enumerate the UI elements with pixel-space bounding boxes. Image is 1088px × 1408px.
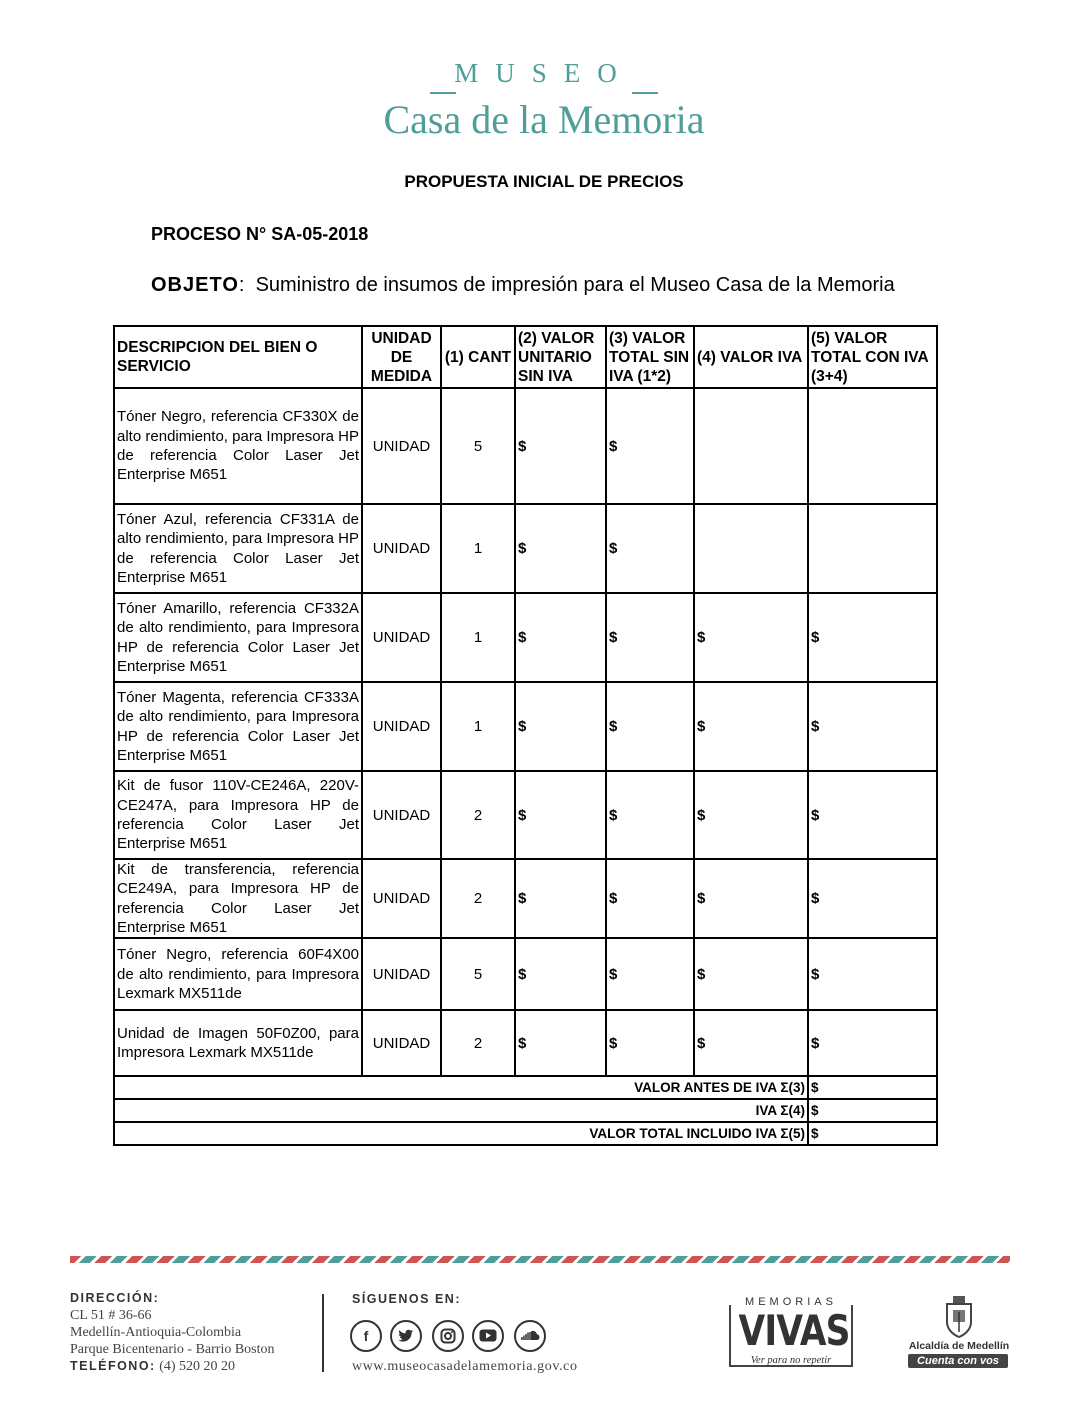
summary-label: VALOR TOTAL INCLUIDO IVA Σ(5) xyxy=(114,1122,808,1145)
price-table xyxy=(113,325,938,1146)
footer-divider xyxy=(322,1294,324,1372)
alcaldia-tagline: Cuenta con vos xyxy=(908,1354,1008,1368)
table-row xyxy=(114,682,937,771)
row-description: Tóner Amarillo, referencia CF332A de alto rendimiento, para Impresora HP de referencia Color Laser Jet Enterprise M651 xyxy=(114,593,362,682)
header-unit-price: (2) VALOR UNITARIO SIN IVA xyxy=(515,326,606,388)
row-iva: $ xyxy=(694,771,808,859)
row-unit: UNIDAD xyxy=(362,504,441,593)
website-url[interactable]: www.museocasadelamemoria.gov.co xyxy=(352,1359,578,1374)
summary-label: VALOR ANTES DE IVA Σ(3) xyxy=(114,1076,808,1099)
phone-number: (4) 520 20 20 xyxy=(159,1359,236,1374)
row-unit: UNIDAD xyxy=(362,1010,441,1076)
alcaldia-name: Alcaldía de Medellín xyxy=(908,1340,1010,1352)
summary-row-total xyxy=(114,1122,937,1145)
memorias-vivas-tagline: Ver para no repetir xyxy=(750,1355,832,1366)
row-total-with-iva xyxy=(808,504,937,593)
row-total-with-iva: $ xyxy=(808,859,937,938)
row-description: Tóner Negro, referencia 60F4X00 de alto rendimiento, para Impresora Lexmark MX511de xyxy=(114,938,362,1010)
address-line: CL 51 # 36-66 xyxy=(70,1308,152,1323)
row-description: Tóner Magenta, referencia CF333A de alto rendimiento, para Impresora HP de referencia Color Laser Jet Enterprise M651 xyxy=(114,682,362,771)
row-total-with-iva: $ xyxy=(808,682,937,771)
row-total-no-iva: $ xyxy=(606,938,694,1010)
summary-value: $ xyxy=(808,1076,937,1099)
row-description: Kit de fusor 110V-CE246A, 220V-CE247A, para Impresora HP de referencia Color Laser Jet Enterprise M651 xyxy=(114,771,362,859)
header-total-with-iva: (5) VALOR TOTAL CON IVA (3+4) xyxy=(808,326,937,388)
table-row xyxy=(114,1010,937,1076)
row-unit-price: $ xyxy=(515,859,606,938)
row-unit-price: $ xyxy=(515,504,606,593)
row-iva: $ xyxy=(694,859,808,938)
row-unit-price: $ xyxy=(515,1010,606,1076)
row-total-with-iva: $ xyxy=(808,1010,937,1076)
row-total-with-iva: $ xyxy=(808,771,937,859)
row-description: Tóner Azul, referencia CF331A de alto rendimiento, para Impresora HP de referencia Color Laser Jet Enterprise M651 xyxy=(114,504,362,593)
row-description: Unidad de Imagen 50F0Z00, para Impresora Lexmark MX511de xyxy=(114,1010,362,1076)
table-row xyxy=(114,504,937,593)
table-row xyxy=(114,938,937,1010)
row-unit: UNIDAD xyxy=(362,938,441,1010)
logo-museo-text: MUSEO xyxy=(454,58,634,88)
row-total-no-iva: $ xyxy=(606,682,694,771)
object-colon: : xyxy=(238,274,245,296)
logo-rule-right xyxy=(632,92,658,94)
address-label: DIRECCIÓN: xyxy=(70,1291,160,1305)
row-total-with-iva: $ xyxy=(808,938,937,1010)
footer-address xyxy=(70,1290,275,1375)
object-statement xyxy=(151,274,895,297)
row-unit-price: $ xyxy=(515,388,606,504)
facebook-icon[interactable]: f xyxy=(350,1320,382,1352)
memorias-vivas-top: MEMORIAS xyxy=(745,1296,837,1308)
table-row xyxy=(114,859,937,938)
row-unit: UNIDAD xyxy=(362,593,441,682)
address-line: Medellín-Antioquia-Colombia xyxy=(70,1325,242,1340)
row-unit: UNIDAD xyxy=(362,859,441,938)
row-quantity: 2 xyxy=(441,1010,515,1076)
follow-label: SÍGUENOS EN: xyxy=(352,1292,461,1306)
table-header-row xyxy=(114,326,937,388)
row-description: Kit de transferencia, referencia CE249A, para Impresora HP de referencia Color Laser Jet Enterprise M651 xyxy=(114,859,362,938)
object-label: OBJETO xyxy=(151,274,239,296)
phone-label: TELÉFONO: xyxy=(70,1359,156,1373)
row-total-no-iva: $ xyxy=(606,388,694,504)
process-number: PROCESO N° SA-05-2018 xyxy=(151,224,369,244)
row-quantity: 5 xyxy=(441,388,515,504)
row-unit-price: $ xyxy=(515,771,606,859)
summary-row-subtotal xyxy=(114,1076,937,1099)
memorias-vivas-main: VIVAS xyxy=(738,1306,850,1355)
object-text: Suministro de insumos de impresión para el Museo Casa de la Memoria xyxy=(255,274,895,296)
row-total-with-iva: $ xyxy=(808,593,937,682)
twitter-icon[interactable] xyxy=(390,1320,422,1352)
soundcloud-icon[interactable] xyxy=(514,1320,546,1352)
memorias-vivas-logo xyxy=(727,1296,855,1370)
row-total-no-iva: $ xyxy=(606,1010,694,1076)
row-quantity: 2 xyxy=(441,771,515,859)
row-unit: UNIDAD xyxy=(362,682,441,771)
row-quantity: 1 xyxy=(441,504,515,593)
row-unit: UNIDAD xyxy=(362,388,441,504)
summary-label: IVA Σ(4) xyxy=(114,1099,808,1122)
document-title: PROPUESTA INICIAL DE PRECIOS xyxy=(404,172,684,191)
row-total-no-iva: $ xyxy=(606,771,694,859)
row-iva: $ xyxy=(694,593,808,682)
header-quantity: (1) CANT xyxy=(441,326,515,388)
row-iva: $ xyxy=(694,938,808,1010)
coat-of-arms-icon xyxy=(944,1296,974,1338)
row-iva: $ xyxy=(694,1010,808,1076)
row-description: Tóner Negro, referencia CF330X de alto rendimiento, para Impresora HP de referencia Color Laser Jet Enterprise M651 xyxy=(114,388,362,504)
summary-value: $ xyxy=(808,1122,937,1145)
row-unit-price: $ xyxy=(515,682,606,771)
youtube-icon[interactable] xyxy=(472,1320,504,1352)
instagram-icon[interactable] xyxy=(432,1320,464,1352)
row-quantity: 1 xyxy=(441,593,515,682)
row-total-no-iva: $ xyxy=(606,593,694,682)
row-unit: UNIDAD xyxy=(362,771,441,859)
address-line: Parque Bicentenario - Barrio Boston xyxy=(70,1342,275,1357)
logo-casa-text: Casa de la Memoria xyxy=(383,97,705,142)
table-row xyxy=(114,593,937,682)
summary-value: $ xyxy=(808,1099,937,1122)
row-quantity: 5 xyxy=(441,938,515,1010)
header-unit: UNIDAD DE MEDIDA xyxy=(362,326,441,388)
header-total-no-iva: (3) VALOR TOTAL SIN IVA (1*2) xyxy=(606,326,694,388)
table-row xyxy=(114,771,937,859)
museum-logo xyxy=(0,58,1088,148)
row-iva xyxy=(694,504,808,593)
header-description: DESCRIPCION DEL BIEN O SERVICIO xyxy=(114,326,362,388)
row-total-no-iva: $ xyxy=(606,504,694,593)
summary-row-iva xyxy=(114,1099,937,1122)
row-quantity: 2 xyxy=(441,859,515,938)
footer-stripe-divider xyxy=(70,1256,1010,1263)
row-total-no-iva: $ xyxy=(606,859,694,938)
row-iva: $ xyxy=(694,682,808,771)
row-unit-price: $ xyxy=(515,593,606,682)
row-unit-price: $ xyxy=(515,938,606,1010)
table-row xyxy=(114,388,937,504)
logo-rule-left xyxy=(430,92,456,94)
row-iva xyxy=(694,388,808,504)
alcaldia-logo xyxy=(904,1296,1014,1372)
header-iva: (4) VALOR IVA xyxy=(694,326,808,388)
row-quantity: 1 xyxy=(441,682,515,771)
row-total-with-iva xyxy=(808,388,937,504)
